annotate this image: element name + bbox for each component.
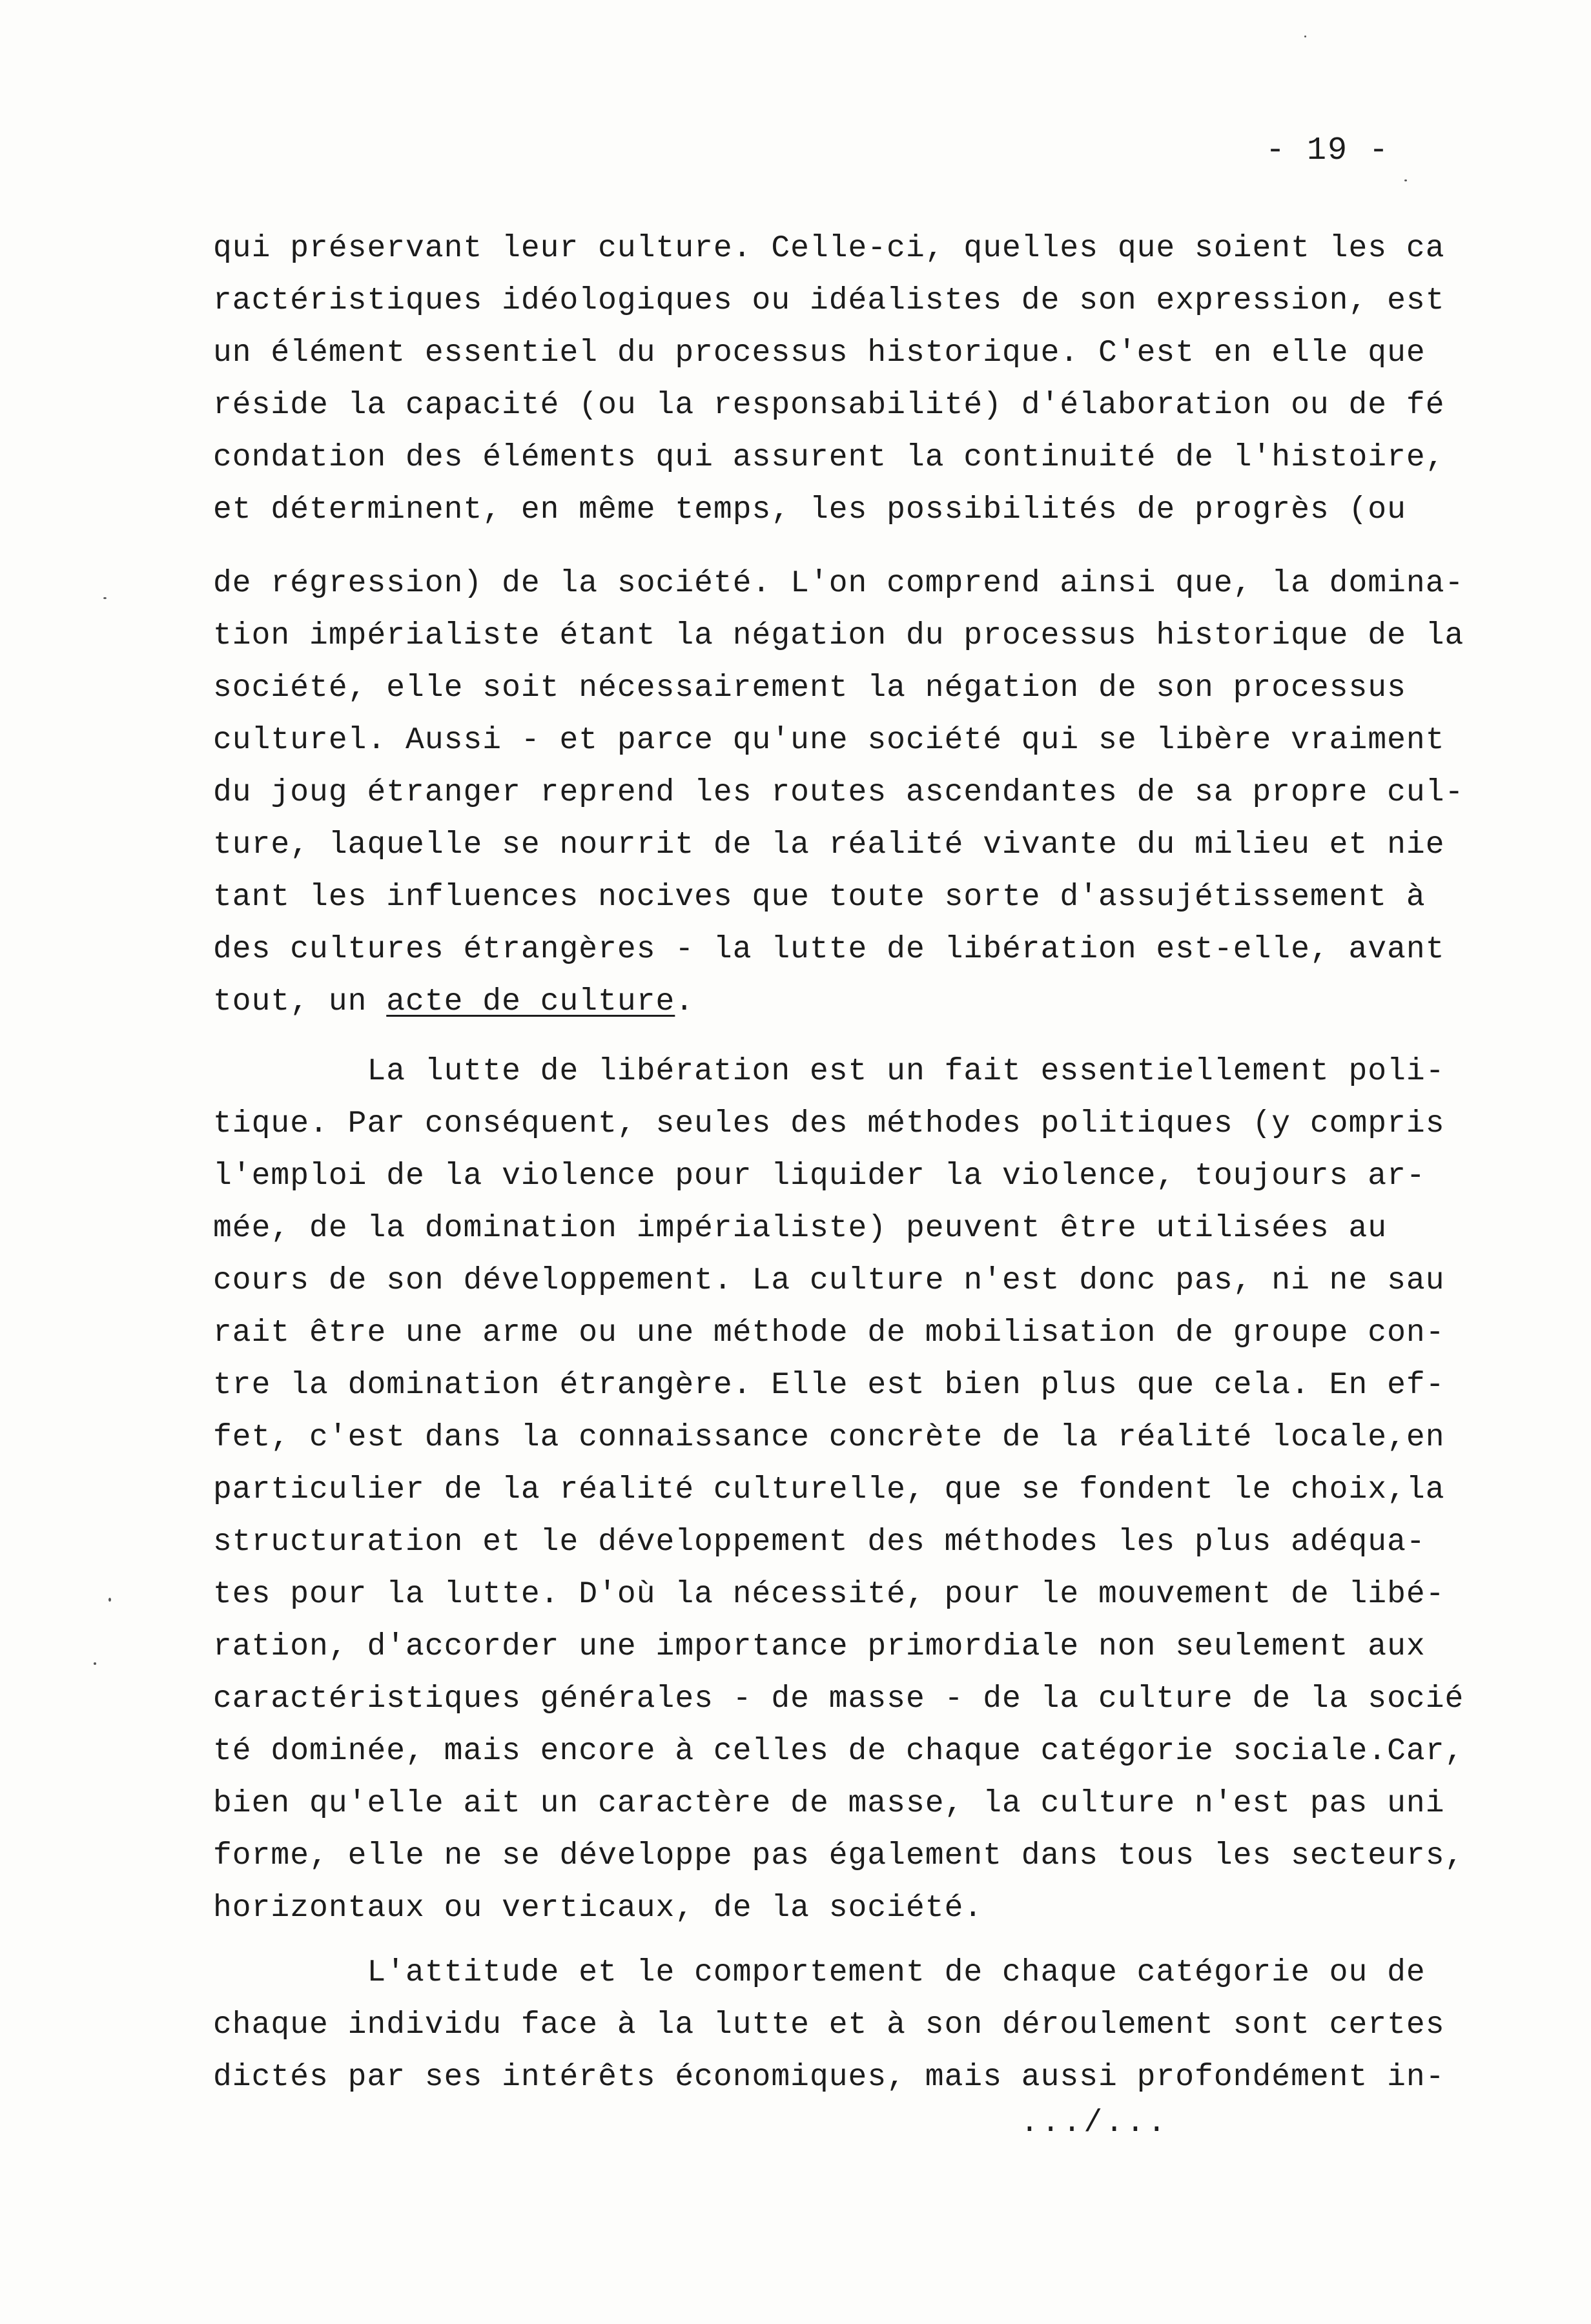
text-line: qui préservant leur culture. Celle-ci, quelles que soient les ca [213, 231, 1445, 266]
text-line: du joug étranger reprend les routes ascendantes de sa propre cul- [213, 775, 1464, 810]
text-fragment: tout, un [213, 984, 387, 1019]
text-line: tes pour la lutte. D'où la nécessité, pour le mouvement de libé- [213, 1577, 1445, 1612]
text-line: tique. Par conséquent, seules des méthodes politiques (y compris [213, 1106, 1445, 1141]
text-line: et déterminent, en même temps, les possibilités de progrès (ou [213, 493, 1406, 527]
text-line: mée, de la domination impérialiste) peuvent être utilisées au [213, 1211, 1388, 1246]
text-line: ture, laquelle se nourrit de la réalité vivante du milieu et nie [213, 828, 1445, 862]
text-line-emphasis [213, 983, 1440, 1021]
scan-speck [94, 1662, 96, 1665]
underlined-phrase: acte de culture [386, 984, 675, 1019]
scan-speck [1304, 36, 1306, 37]
text-line: société, elle soit nécessairement la négation de son processus [213, 671, 1406, 706]
text-line: fet, c'est dans la connaissance concrète de la réalité locale,en [213, 1420, 1445, 1455]
text-line: rait être une arme ou une méthode de mobilisation de groupe con- [213, 1316, 1445, 1351]
page-number: - 19 - [1266, 132, 1390, 169]
text-line: l'emploi de la violence pour liquider la violence, toujours ar- [213, 1159, 1426, 1194]
text-line: ractéristiques idéologiques ou idéalistes de son expression, est [213, 283, 1445, 318]
text-line: La lutte de libération est un fait essentiellement poli- [213, 1054, 1445, 1089]
scan-speck [1404, 179, 1407, 181]
text-line: tre la domination étrangère. Elle est bien plus que cela. En ef- [213, 1368, 1445, 1403]
text-line: réside la capacité (ou la responsabilité) d'élaboration ou de fé [213, 388, 1445, 423]
text-line: caractéristiques générales - de masse - de la culture de la socié [213, 1682, 1464, 1717]
text-line: ration, d'accorder une importance primordiale non seulement aux [213, 1629, 1426, 1664]
text-line: L'attitude et le comportement de chaque catégorie ou de [213, 1955, 1426, 1990]
scan-speck [103, 597, 107, 599]
text-line: structuration et le développement des méthodes les plus adéqua- [213, 1525, 1426, 1560]
text-line: cours de son développement. La culture n'est donc pas, ni ne sau [213, 1263, 1445, 1298]
text-fragment: . [675, 984, 695, 1019]
text-line: té dominée, mais encore à celles de chaque catégorie sociale.Car, [213, 1734, 1464, 1769]
text-line: condation des éléments qui assurent la continuité de l'histoire, [213, 440, 1445, 475]
text-line: bien qu'elle ait un caractère de masse, la culture n'est pas uni [213, 1786, 1445, 1821]
text-line: de régression) de la société. L'on comprend ainsi que, la domina- [213, 566, 1464, 601]
scan-speck [108, 1598, 111, 1602]
text-line: un élément essentiel du processus historique. C'est en elle que [213, 336, 1426, 371]
continuation-mark: .../... [1020, 2106, 1169, 2141]
text-line: culturel. Aussi - et parce qu'une société qui se libère vraiment [213, 723, 1445, 758]
text-line: dictés par ses intérêts économiques, mais aussi profondément in- [213, 2060, 1445, 2095]
text-line: forme, elle ne se développe pas également dans tous les secteurs, [213, 1839, 1464, 1873]
text-line: tion impérialiste étant la négation du processus historique de la [213, 618, 1464, 653]
text-line: des cultures étrangères - la lutte de libération est-elle, avant [213, 932, 1445, 967]
text-line: tant les influences nocives que toute sorte d'assujétissement à [213, 880, 1426, 915]
text-line: chaque individu face à la lutte et à son déroulement sont certes [213, 2008, 1445, 2043]
text-line: particulier de la réalité culturelle, que se fondent le choix,la [213, 1473, 1445, 1507]
text-line: horizontaux ou verticaux, de la société. [213, 1891, 983, 1926]
